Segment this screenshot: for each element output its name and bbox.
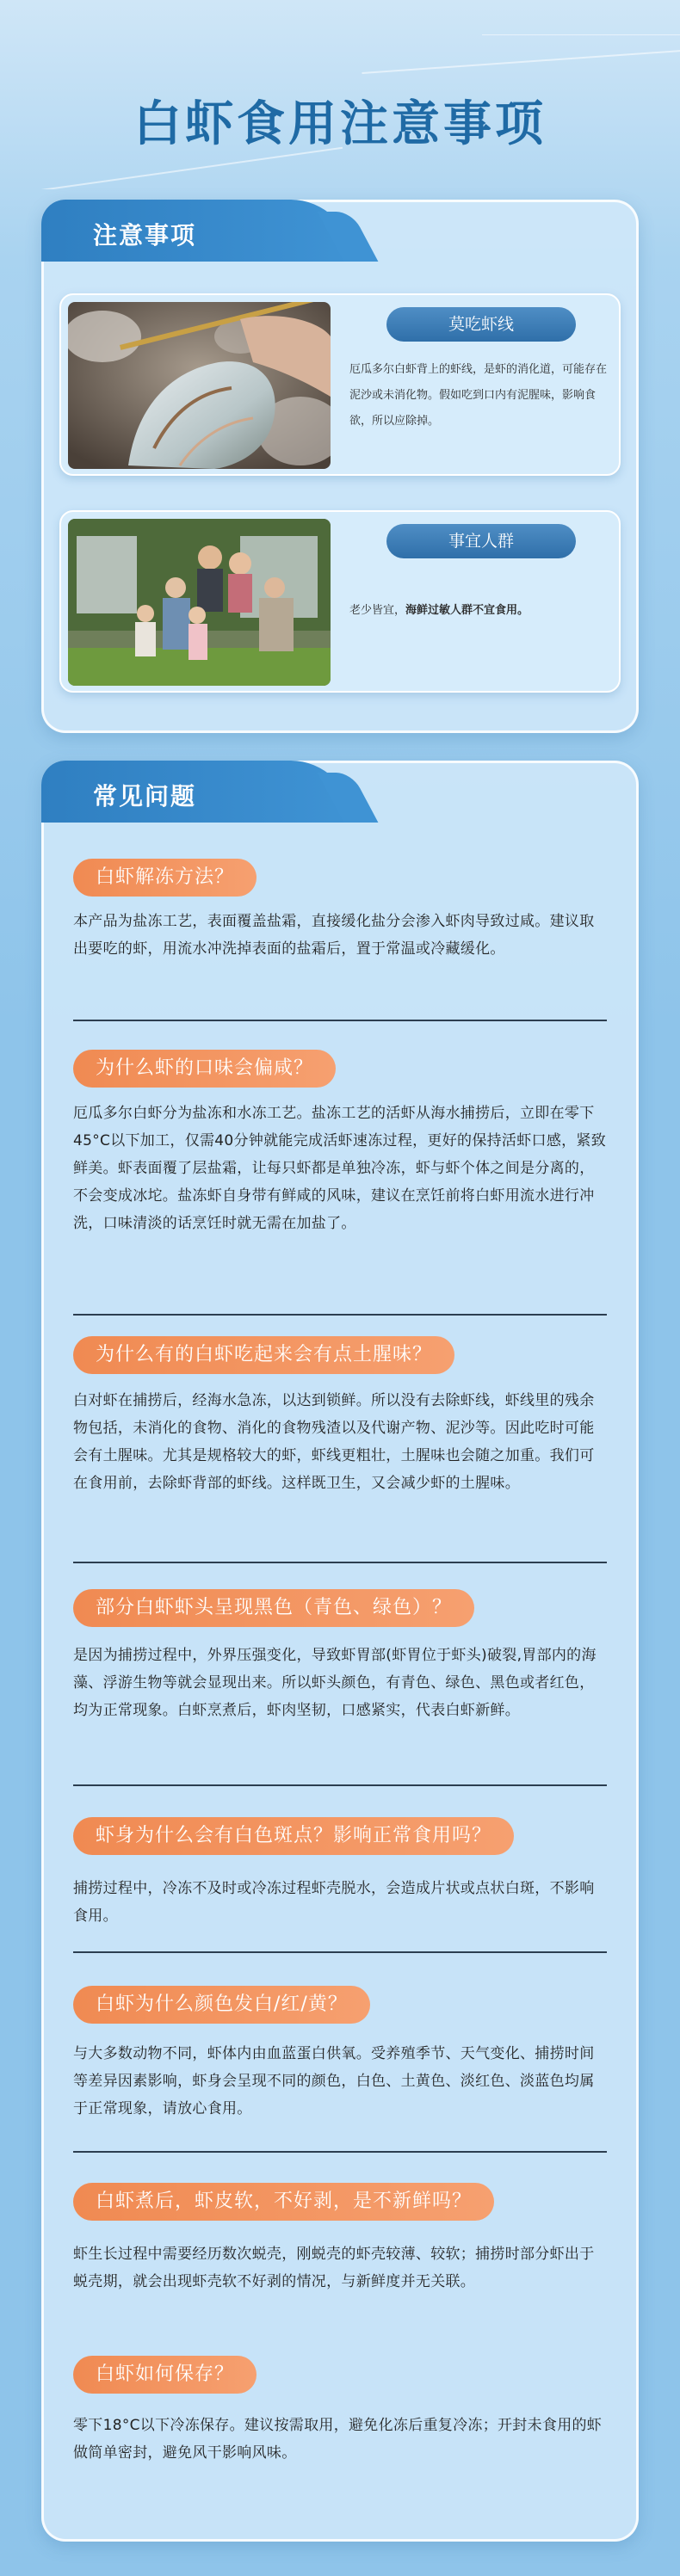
- faq-divider: [73, 1020, 607, 1021]
- faq-divider: [73, 1784, 607, 1786]
- faq-question-2: 为什么虾的口味会偏咸？: [73, 1050, 336, 1088]
- faq-question-7: 白虾煮后，虾皮软，不好剥，是不新鲜吗？: [73, 2183, 494, 2221]
- faq-answer-1: 本产品为盐冻工艺，表面覆盖盐霜，直接缓化盐分会渗入虾肉导致过咸。建议取出要吃的虾，用流水冲洗掉表面的盐霜后，置于常温或冷藏缓化。: [73, 913, 595, 958]
- faq-answer-5: 捕捞过程中，冷冻不及时或冷冻过程虾壳脱水，会造成片状或点状白斑，不影响食用。: [73, 1880, 595, 1925]
- faq-answer-6: 与大多数动物不同，虾体内由血蓝蛋白供氧。受养殖季节、天气变化、捕捞时间等差异因素影响，虾身会呈现不同的颜色，白色、土黄色、淡红色、淡蓝色均属于正常现象，请放心食用。: [73, 2045, 595, 2117]
- card-badge-audience: 事宜人群: [386, 524, 576, 558]
- family-portrait-photo: [68, 519, 331, 686]
- faq-divider: [73, 1314, 607, 1316]
- faq-divider: [73, 1562, 607, 1563]
- faq-answer-8: 零下18°C以下冷冻保存。建议按需取用，避免化冻后重复冷冻；开封未食用的虾做简单密封，避免风干影响风味。: [73, 2417, 603, 2462]
- faq-tab: 常见问题: [41, 761, 351, 823]
- shrimp-deveining-photo: [68, 302, 331, 469]
- faq-question-3: 为什么有的白虾吃起来会有点土腥味？: [73, 1336, 454, 1374]
- faq-divider: [73, 2151, 607, 2153]
- notice-card-deveining: [59, 293, 621, 476]
- page-title: 白虾食用注意事项: [133, 96, 547, 152]
- faq-answer-4: 是因为捕捞过程中，外界压强变化，导致虾胃部(虾胃位于虾头)破裂,胃部内的海藻、浮游生物等就会显现出来。所以虾头颜色，有青色、绿色、黑色或者红色，均为正常现象。白虾烹煮后，虾肉坚韧，口感紧实，代表白虾新鲜。: [73, 1647, 597, 1719]
- faq-divider: [73, 1951, 607, 1953]
- faq-question-8: 白虾如何保存？: [73, 2356, 257, 2394]
- card-text-audience: [349, 598, 612, 624]
- faq-question-6: 白虾为什么颜色发白/红/黄？: [73, 1986, 370, 2024]
- card-badge-deveining: 莫吃虾线: [386, 307, 576, 342]
- faq-answer-7: 虾生长过程中需要经历数次蜕壳，刚蜕壳的虾壳较薄、较软；捕捞时部分虾出于蜕壳期，就会出现虾壳软不好剥的情况，与新鲜度并无关联。: [73, 2246, 595, 2290]
- notice-panel: [41, 200, 639, 733]
- notice-card-audience: [59, 510, 621, 693]
- audience-text-bold: 海鲜过敏人群不宜食用。: [405, 604, 529, 617]
- faq-answer-3: 白对虾在捕捞后，经海水急冻，以达到锁鲜。所以没有去除虾线，虾线里的残余物包括，未消化的食物、消化的食物残渣以及代谢产物、泥沙等。因此吃时可能会有土腥味。尤其是规格较大的虾，虾线更粗壮，土腥味也会随之加重。我们可在食用前，去除虾背部的虾线。这样既卫生，又会减少虾的土腥味。: [73, 1392, 595, 1492]
- faq-question-1: 白虾解冻方法？: [73, 859, 257, 897]
- audience-text-plain: 老少皆宜，: [349, 604, 406, 617]
- notice-tab: 注意事项: [41, 200, 351, 262]
- faq-question-5: 虾身为什么会有白色斑点？影响正常食用吗？: [73, 1817, 514, 1855]
- card-text-deveining: 厄瓜多尔白虾背上的虾线，是虾的消化道，可能存在泥沙或未消化物。假如吃到口内有泥腥味，影响食欲，所以应除掉。: [349, 363, 608, 428]
- faq-answer-2: 厄瓜多尔白虾分为盐冻和水冻工艺。盐冻工艺的活虾从海水捕捞后，立即在零下45°C以下加工，仅需40分钟就能完成活虾速冻过程，更好的保持活虾口感，紧致鲜美。虾表面覆了层盐霜，让每只虾都是单独冷冻，虾与虾个体之间是分离的，不会变成冰坨。盐冻虾自身带有鲜咸的风味，建议在烹饪前将白虾用流水进行冲洗，口味清淡的话烹饪时就无需在加盐了。: [73, 1105, 607, 1232]
- faq-question-4: 部分白虾虾头呈现黑色（青色、绿色）？: [73, 1589, 474, 1627]
